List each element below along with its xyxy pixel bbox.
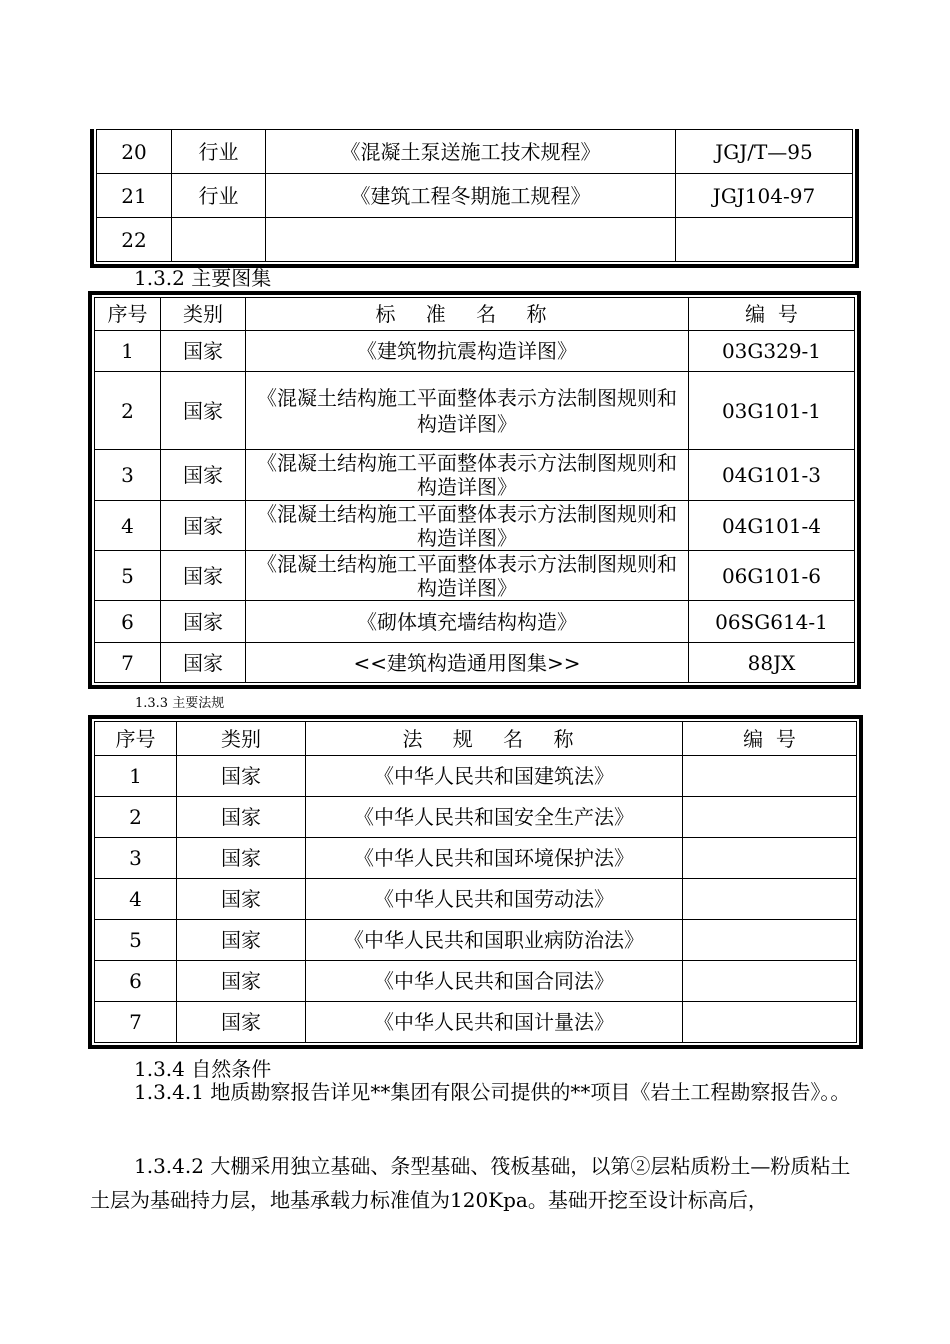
row-category: [172, 218, 266, 262]
row-code: 06SG614-1: [689, 601, 855, 643]
row-category: 国家: [161, 372, 246, 450]
row-number: 5: [95, 920, 177, 961]
table-row: [95, 797, 857, 838]
row-name: 《中华人民共和国环境保护法》: [306, 838, 683, 879]
row-category: 国家: [161, 601, 246, 643]
row-code: 04G101-4: [689, 501, 855, 551]
table-row: [95, 1002, 857, 1043]
header-number: 序号: [95, 722, 177, 756]
header-category: 类别: [161, 298, 246, 331]
row-name: 《建筑工程冬期施工规程》: [266, 174, 676, 218]
row-name: 《中华人民共和国计量法》: [306, 1002, 683, 1043]
table-row: [95, 551, 855, 601]
row-code: [676, 218, 853, 262]
row-category: 国家: [161, 551, 246, 601]
row-number: 4: [95, 501, 161, 551]
table-row: [95, 331, 855, 372]
paragraph-geology-report: 1.3.4.1 地质勘察报告详见**集团有限公司提供的**项目《岩土工程勘察报告》。。: [134, 1080, 851, 1104]
row-name: 《砌体填充墙结构构造》: [246, 601, 689, 643]
row-name: [266, 218, 676, 262]
row-code: 03G101-1: [689, 372, 855, 450]
table-row: [95, 372, 855, 450]
row-code: JGJ/T—95: [676, 130, 853, 174]
row-category: 国家: [177, 756, 306, 797]
header-category: 类别: [177, 722, 306, 756]
row-number: 1: [95, 331, 161, 372]
row-name: 《中华人民共和国合同法》: [306, 961, 683, 1002]
atlas-table: [88, 291, 861, 689]
table-header-row: [95, 722, 857, 756]
row-category: 国家: [177, 1002, 306, 1043]
row-number: 6: [95, 961, 177, 1002]
laws-table: [88, 715, 863, 1049]
row-category: 行业: [172, 174, 266, 218]
table-row: [95, 601, 855, 643]
table-row: [95, 961, 857, 1002]
header-code: 编 号: [689, 298, 855, 331]
row-code: [683, 879, 857, 920]
row-category: 国家: [177, 879, 306, 920]
row-number: 22: [97, 218, 172, 262]
header-number: 序号: [95, 298, 161, 331]
row-category: 国家: [161, 643, 246, 683]
row-number: 21: [97, 174, 172, 218]
row-code: 03G329-1: [689, 331, 855, 372]
row-category: 国家: [161, 450, 246, 501]
row-category: 国家: [161, 331, 246, 372]
row-number: 2: [95, 797, 177, 838]
row-number: 20: [97, 130, 172, 174]
row-number: 4: [95, 879, 177, 920]
row-number: 3: [95, 838, 177, 879]
standards-table: [90, 123, 859, 268]
table-row: [97, 218, 853, 262]
row-number: 7: [95, 643, 161, 683]
row-code: [683, 920, 857, 961]
row-name: 《中华人民共和国安全生产法》: [306, 797, 683, 838]
table-row: [95, 643, 855, 683]
table-row: [97, 130, 853, 174]
header-name: 标 准 名 称: [246, 298, 689, 331]
row-code: JGJ104-97: [676, 174, 853, 218]
header-code: 编 号: [683, 722, 857, 756]
row-name: 《混凝土结构施工平面整体表示方法制图规则和构造详图》: [246, 501, 689, 551]
row-code: [683, 756, 857, 797]
table-row: [97, 174, 853, 218]
row-name: 《建筑物抗震构造详图》: [246, 331, 689, 372]
row-number: 1: [95, 756, 177, 797]
row-name: 《混凝土泵送施工技术规程》: [266, 130, 676, 174]
section-heading-natural-conditions: 1.3.4 自然条件: [134, 1057, 272, 1081]
row-code: 06G101-6: [689, 551, 855, 601]
row-category: 国家: [177, 797, 306, 838]
row-category: 国家: [177, 920, 306, 961]
table-row: [95, 879, 857, 920]
row-name: 《中华人民共和国职业病防治法》: [306, 920, 683, 961]
row-name: <<建筑构造通用图集>>: [246, 643, 689, 683]
table-row: [95, 838, 857, 879]
table-row: [95, 920, 857, 961]
row-code: [683, 1002, 857, 1043]
row-code: 88JX: [689, 643, 855, 683]
table-row: [95, 501, 855, 551]
table-row: [95, 450, 855, 501]
row-number: 3: [95, 450, 161, 501]
row-category: 国家: [177, 838, 306, 879]
row-code: 04G101-3: [689, 450, 855, 501]
row-number: 5: [95, 551, 161, 601]
table-row: [95, 756, 857, 797]
row-number: 7: [95, 1002, 177, 1043]
row-category: 国家: [177, 961, 306, 1002]
row-category: 行业: [172, 130, 266, 174]
row-code: [683, 797, 857, 838]
section-heading-laws: 1.3.3 主要法规: [135, 696, 225, 711]
table-header-row: [95, 298, 855, 331]
row-number: 6: [95, 601, 161, 643]
row-code: [683, 838, 857, 879]
row-name: 《中华人民共和国建筑法》: [306, 756, 683, 797]
table-top-mask: [90, 123, 859, 129]
row-name: 《混凝土结构施工平面整体表示方法制图规则和构造详图》: [246, 450, 689, 501]
row-name: 《混凝土结构施工平面整体表示方法制图规则和构造详图》: [246, 372, 689, 450]
paragraph-foundation: 1.3.4.2 大棚采用独立基础、条型基础、筏板基础，以第②层粘质粉土—粉质粘土土层为基础持力层，地基承载力标准值为120Kpa。基础开挖至设计标高后，: [90, 1154, 851, 1212]
row-code: [683, 961, 857, 1002]
section-heading-atlas: 1.3.2 主要图集: [134, 266, 272, 290]
row-name: 《中华人民共和国劳动法》: [306, 879, 683, 920]
header-name: 法 规 名 称: [306, 722, 683, 756]
row-number: 2: [95, 372, 161, 450]
row-category: 国家: [161, 501, 246, 551]
row-name: 《混凝土结构施工平面整体表示方法制图规则和构造详图》: [246, 551, 689, 601]
